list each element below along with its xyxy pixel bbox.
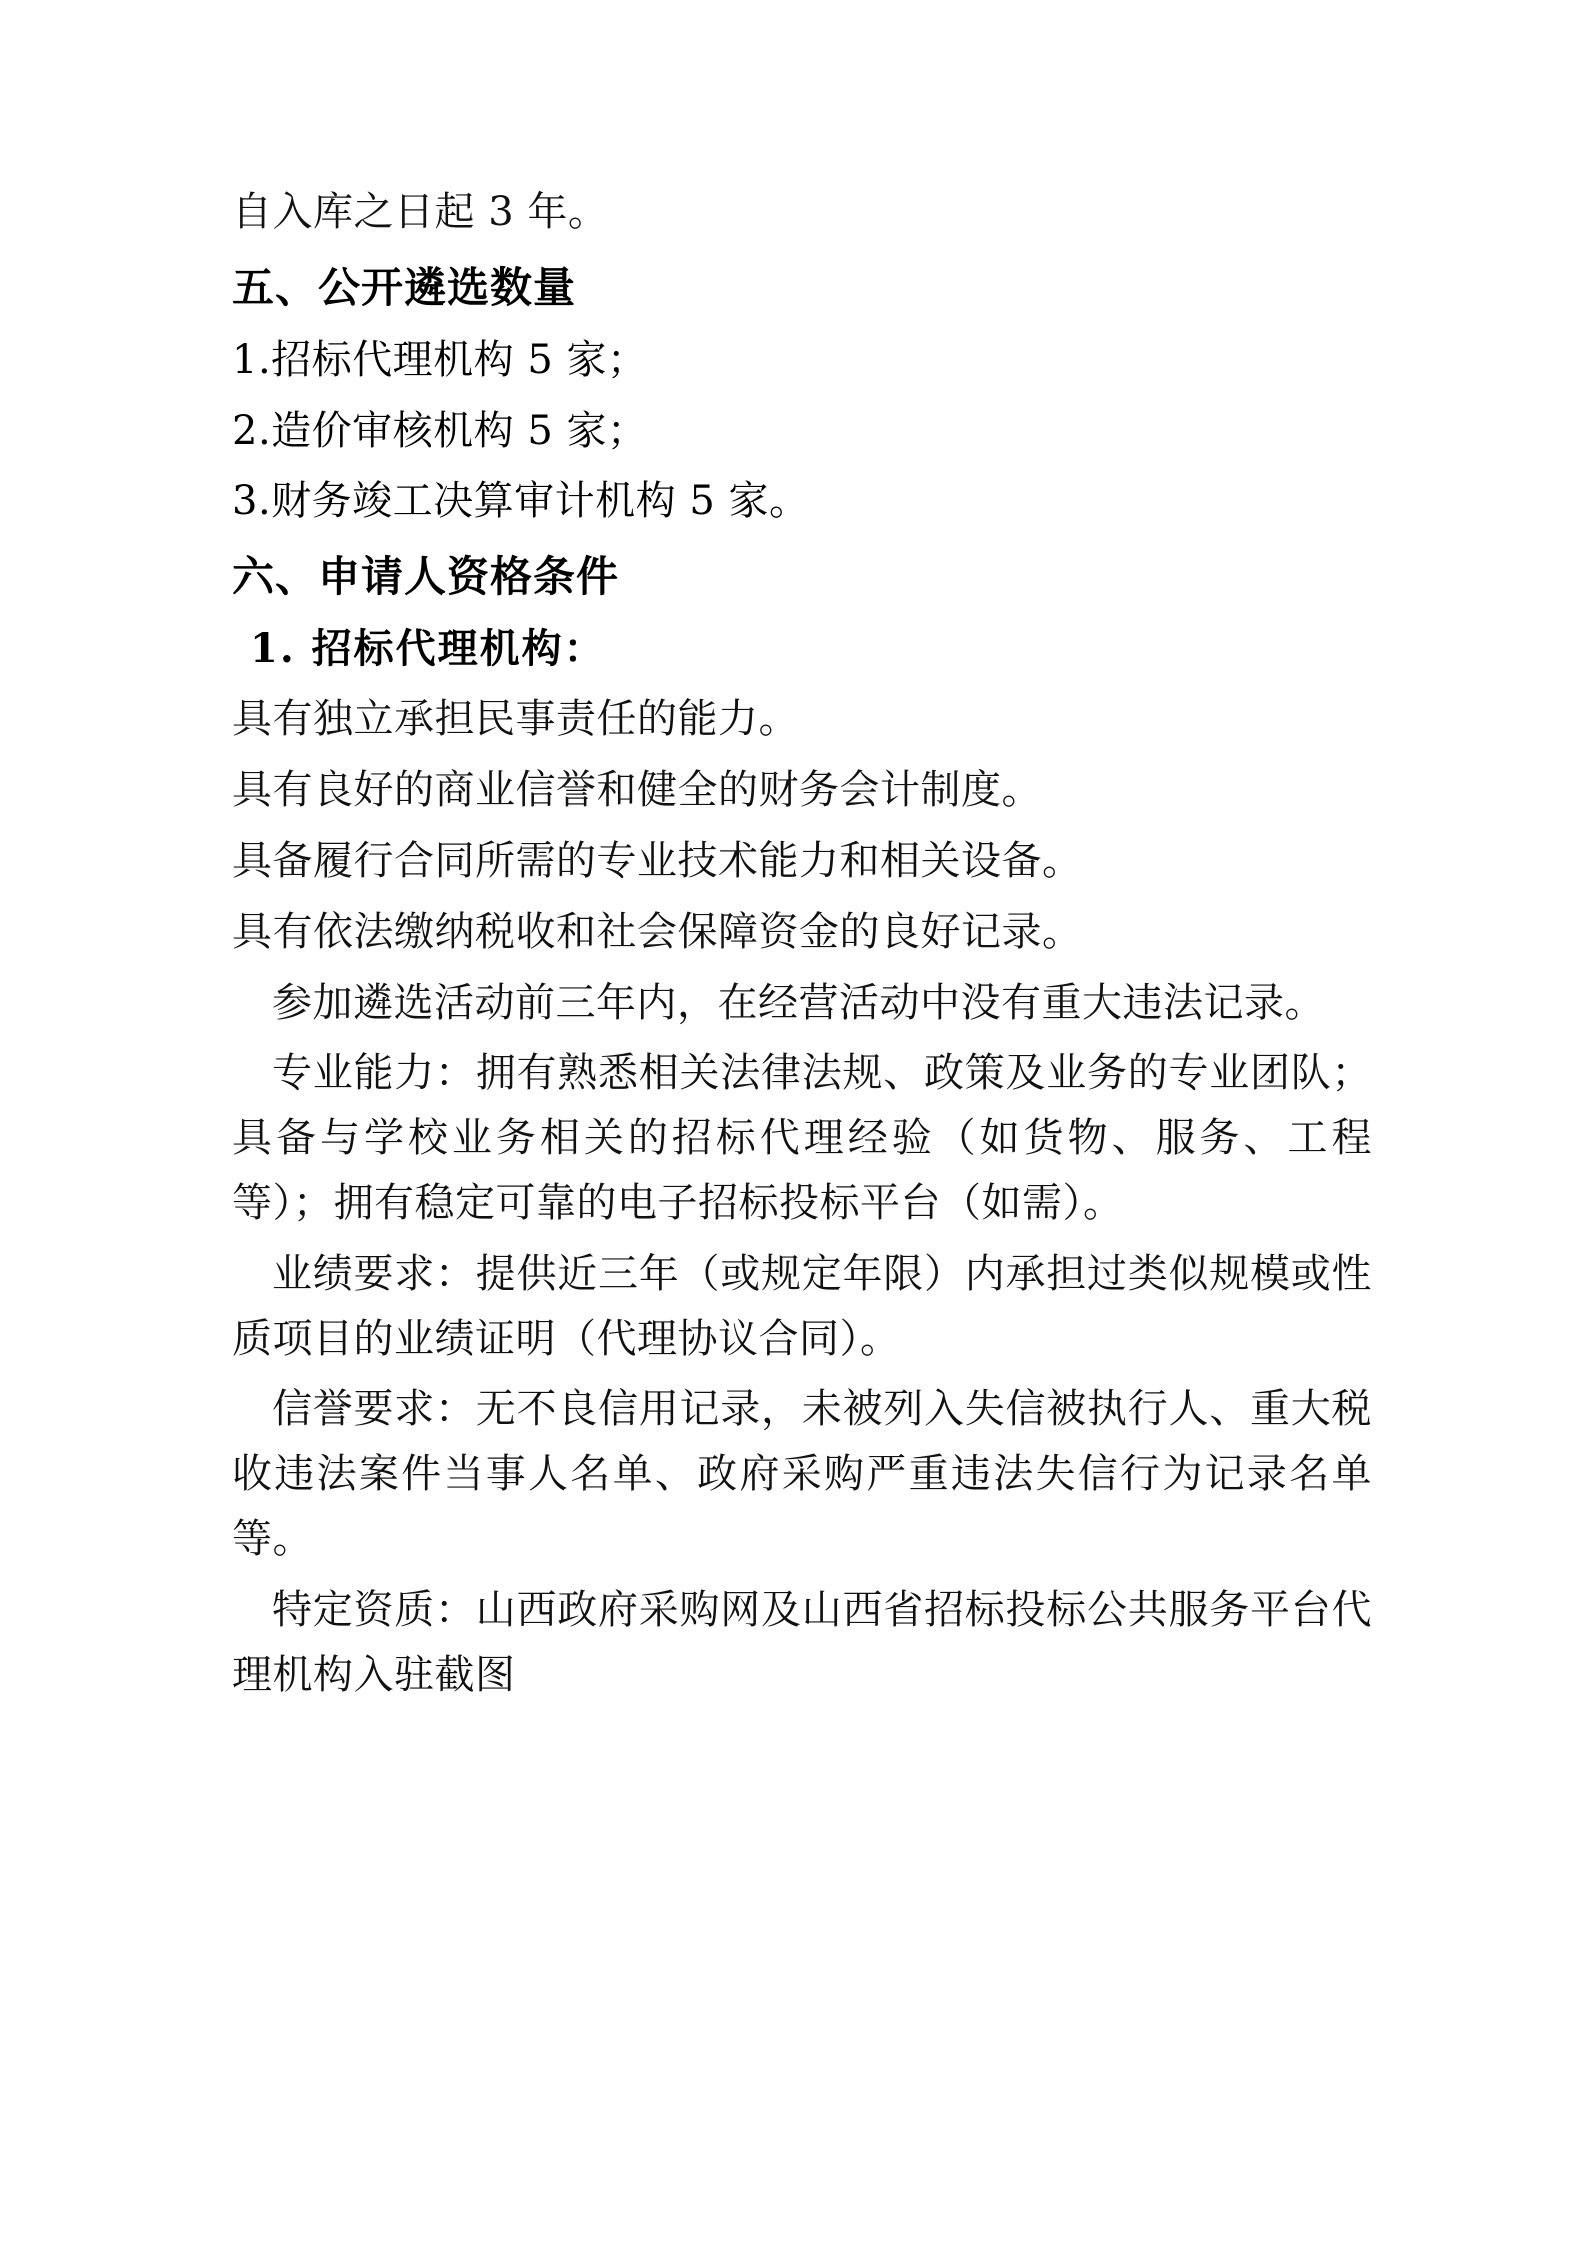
paragraph-tax-social-security: 具有依法缴纳税收和社会保障资金的良好记录。 — [232, 908, 1083, 955]
paragraph-business-reputation: 具有良好的商业信誉和健全的财务会计制度。 — [232, 767, 1042, 814]
paragraph-storage-duration: 自入库之日起 3 年。 — [232, 189, 609, 235]
section-heading-five: 五、公开遴选数量 — [232, 262, 577, 312]
paragraph-credit-requirement: 信誉要求：无不良信用记录，未被列入失信被执行人、重大税收违法案件当事人名单、政府采购严重违法失信行为记录名单等。 — [232, 1386, 1372, 1562]
paragraph-no-major-violation: 参加遴选活动前三年内，在经营活动中没有重大违法记录。 — [272, 979, 1325, 1026]
subheading-bidding-agency: 1. 招标代理机构： — [250, 625, 606, 673]
list-item-audit-count: 3.财务竣工决算审计机构 5 家。 — [232, 478, 810, 525]
paragraph-performance-requirement: 业绩要求：提供近三年（或规定年限）内承担过类似规模或性质项目的业绩证明（代理协议合同）。 — [232, 1250, 1372, 1362]
document-body — [232, 180, 1372, 1713]
paragraph-civil-liability: 具有独立承担民事责任的能力。 — [232, 696, 799, 743]
paragraph-professional-capability: 专业能力：拥有熟悉相关法律法规、政策及业务的专业团队；具备与学校业务相关的招标代理经验（如货物、服务、工程等）；拥有稳定可靠的电子招标投标平台（如需）。 — [232, 1050, 1372, 1226]
paragraph-technical-capacity: 具备履行合同所需的专业技术能力和相关设备。 — [232, 837, 1083, 884]
list-item-agency-count: 1.招标代理机构 5 家； — [232, 336, 648, 383]
paragraph-specific-qualification: 特定资质：山西政府采购网及山西省招标投标公共服务平台代理机构入驻截图 — [232, 1586, 1372, 1698]
section-heading-six: 六、申请人资格条件 — [232, 552, 620, 602]
list-item-cost-review-count: 2.造价审核机构 5 家； — [232, 407, 648, 454]
